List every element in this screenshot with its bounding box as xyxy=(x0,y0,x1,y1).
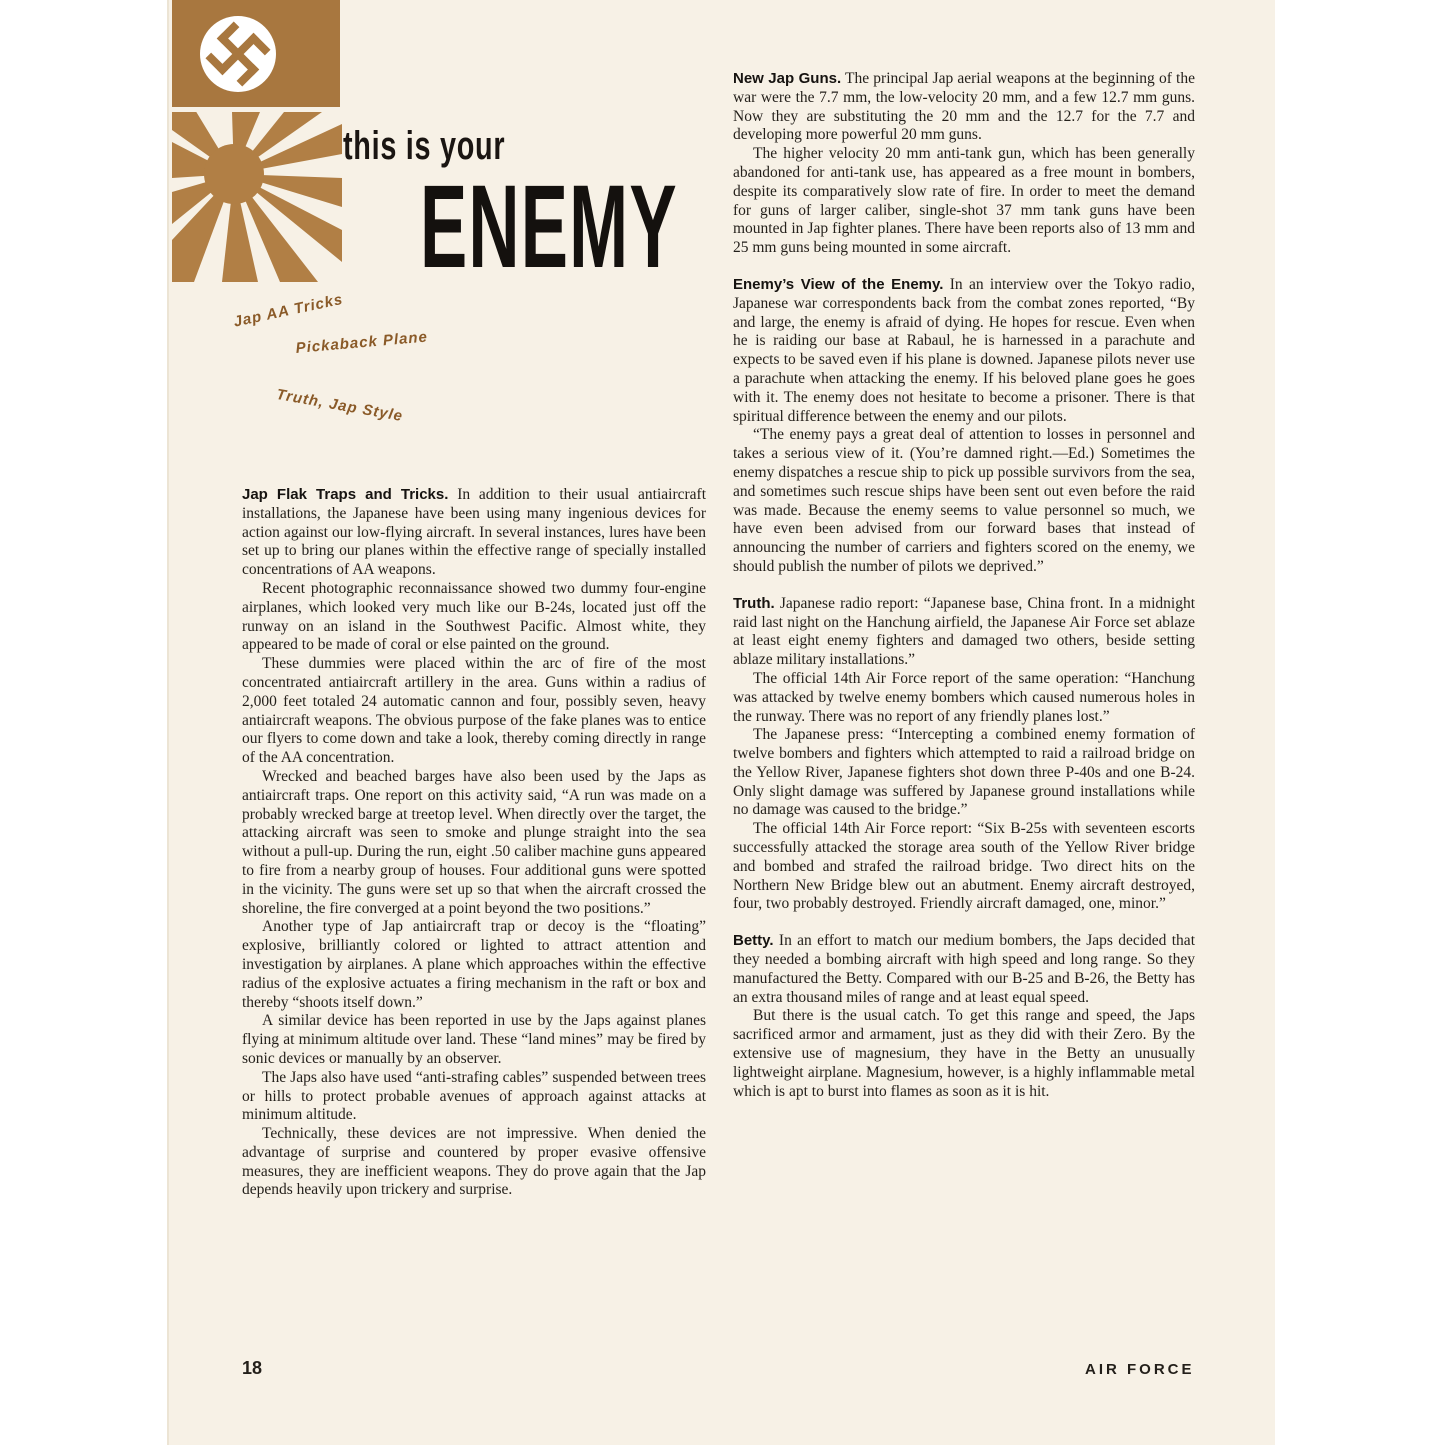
paragraph: The Japanese press: “Intercepting a combined enemy formation of twelve bombers and fighters which attempted to raid a railroad bridge on the Yellow River, Japanese fighters shot down three P-40s and one B-24. Only slight damage was suffered by Japanese ground installations while no damage was caused to the bridge.” xyxy=(733,726,1195,819)
section-heading: New Jap Guns. xyxy=(733,70,842,87)
title-this-is-your: this is your xyxy=(343,124,506,168)
right-column xyxy=(733,70,1195,1101)
paragraph: Technically, these devices are not impressive. When denied the advantage of surprise and countered by proper evasive offensive measures, they are inefficient weapons. They do prove again that the Jap depends heavily upon trickery and surprise. xyxy=(242,1125,706,1199)
section-heading: Betty. xyxy=(733,932,774,950)
paragraph: But there is the usual catch. To get this range and speed, the Japs sacrificed armor and armament, just as they did with their Zero. By the extensive use of magnesium, they have in the Betty an unusually lightweight airplane. Magnesium, however, is a highly inflammable metal which is apt to burst into flames as soon as it is hit. xyxy=(733,1007,1195,1100)
paragraph: The official 14th Air Force report: “Six B-25s with seventeen escorts successfully attacked the storage area south of the Yellow River bridge and bombed and strafed the railroad bridge. Two direct hits on the Northern New Bridge blew out an abutment. Enemy aircraft destroyed, four, two probably destroyed. Friendly aircraft damaged, one, minor.” xyxy=(733,820,1195,913)
section-heading: Enemy’s View of the Enemy. xyxy=(733,275,944,293)
paragraph: Recent photographic reconnaissance showed two dummy four-engine airplanes, which looked very much like our B-24s, located just off the runway on an island in the Southwest Pacific. Almost white, they appeared to be made of coral or else painted on the ground. xyxy=(242,579,706,654)
paragraph: Jap Flak Traps and Tricks. In addition to their usual antiaircraft installations, the Japanese have been using many ingenious devices for action against our low-flying aircraft. In several instances, lures have been set up to bring our planes within the effective range of specially installed concentrations of AA weapons. xyxy=(242,486,707,579)
paragraph: “The enemy pays a great deal of attention to losses in personnel and takes a serious view of it. (You’re damned right.—Ed.) Sometimes the enemy dispatches a rescue ship to pick up possible survivors from the sea, and sometimes such rescue ships have been sent out even before the raid was made. Because the enemy seems to value personnel so much, we have even been advised from our forward bases that instead of announcing the number of carriers and fighters scored on the enemy, we should publish the number of pilots we deprived.” xyxy=(733,426,1195,575)
left-column xyxy=(242,486,706,1200)
paragraph: New Jap Guns. The principal Jap aerial weapons at the beginning of the war were the 7.7 mm, the low-velocity 20 mm, and a few 12.7 mm guns. Now they are substituting the 20 mm and the 12.7 for the 7.7 and developing more powerful 20 mm guns. xyxy=(733,70,1195,144)
paragraph: Truth. Japanese radio report: “Japanese base, China front. In a midnight raid last night on the Hanchung airfield, the Japanese Air Force set ablaze at least eight enemy fighters and damaged two others, beside setting ablaze military installations.” xyxy=(733,594,1196,669)
paragraph: A similar device has been reported in use by the Japs against planes flying at minimum altitude over land. These “land mines” may be fired by sonic devices or manually by an observer. xyxy=(242,1012,706,1067)
magazine-name: AIR FORCE xyxy=(1085,1361,1195,1378)
teaser-pickaback-plane: Pickaback Plane xyxy=(295,328,429,357)
emblem-banner xyxy=(172,0,340,107)
page-number: 18 xyxy=(242,1358,263,1378)
paragraph: Wrecked and beached barges have also been used by the Japs as antiaircraft traps. One report on this activity said, “A run was made on a probably wrecked barge at treetop level. When directly over the target, the attacking aircraft was seen to smoke and plunge straight into the sea without a pull-up. During the run, eight .50 caliber machine guns appeared to fire from a nearby group of houses. Four additional guns were spotted in the vicinity. The guns were set up so that when the aircraft crossed the shoreline, the fire converged at a point beyond the two positions.” xyxy=(242,767,706,917)
title-enemy: ENEMY xyxy=(420,161,678,293)
paragraph: Another type of Jap antiaircraft trap or decoy is the “floating” explosive, brilliantly colored or lighted to attract attention and investigation by airplanes. A plane which approaches within the effective radius of the explosive actuates a firing mechanism in the raft or box and thereby “shoots itself down.” xyxy=(242,918,706,1011)
swastika-icon xyxy=(200,16,276,92)
emblem-circle xyxy=(200,16,276,92)
paragraph: These dummies were placed within the arc of fire of the most concentrated antiaircraft artillery in the area. Guns within a radius of 2,000 feet totaled 24 automatic cannon and four, possibly seven, heavy antiaircraft weapons. The obvious purpose of the fake planes was to entice our flyers to come down and take a look, thereby coming directly in range of the AA concentration. xyxy=(242,655,706,767)
section-heading: Jap Flak Traps and Tricks. xyxy=(242,486,449,503)
paragraph: The higher velocity 20 mm anti-tank gun, which has been generally abandoned for anti-tank use, has appeared as a free mount in bombers, despite its comparatively slow rate of fire. In order to meet the demand for guns of larger caliber, single-shot 37 mm tank guns have been mounted in Jap fighter planes. There have been reports also of 13 mm and 25 mm guns being mounted in some aircraft. xyxy=(733,145,1195,257)
paragraph: Betty. In an effort to match our medium bombers, the Japs decided that they needed a bombing aircraft with high speed and long range. So they manufactured the Betty. Compared with our B-25 and B-26, the Betty has an extra thousand miles of range and at least equal speed. xyxy=(733,932,1195,1006)
rising-sun-icon xyxy=(172,112,342,282)
teaser-jap-aa-tricks: Jap AA Tricks xyxy=(232,290,345,331)
teaser-truth-jap-style: Truth, Jap Style xyxy=(275,386,405,426)
paragraph: The official 14th Air Force report of the same operation: “Hanchung was attacked by twelve enemy bombers which caused numerous holes in the runway. There was no report of any friendly planes lost.” xyxy=(733,669,1195,725)
section-heading: Truth. xyxy=(733,594,775,612)
paragraph: Enemy’s View of the Enemy. In an interview over the Tokyo radio, Japanese war correspondents back from the combat zones reported, “By and large, the enemy is afraid of dying. He hopes for rescue. Even when he is raiding our base at Rabaul, he is harnessed in a parachute and expects to be saved even if his plane is downed. Japanese pilots never use a parachute when attacking the enemy. If his beloved plane goes he goes with it. The enemy does not hesitate to become a prisoner. There is that spiritual difference between the enemy and our pilots. xyxy=(733,275,1196,425)
paragraph: The Japs also have used “anti-strafing cables” suspended between trees or hills to protect probable avenues of approach against attacks at minimum altitude. xyxy=(242,1068,706,1124)
